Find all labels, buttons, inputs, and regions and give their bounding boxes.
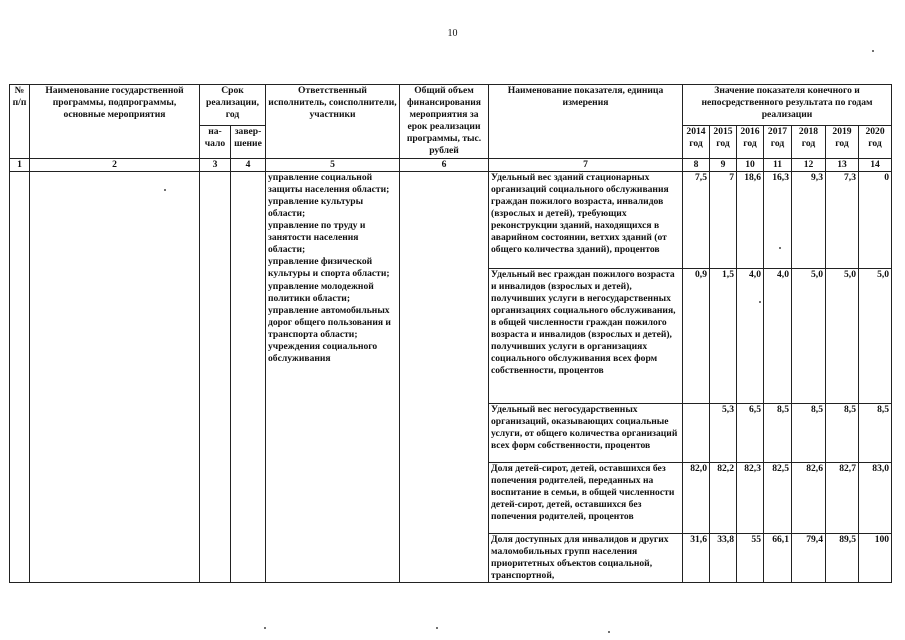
indicator-value: 5,0 [859,268,892,403]
indicator-value: 0 [859,171,892,268]
indicator-name: Доля детей-сирот, детей, оставшихся без попечения родителей, переданных на воспитание в семьи, в общей численности детей-сирот, детей, оставшихся без попечения родителей, процентов [489,462,683,533]
indicator-value: 8,5 [826,403,859,462]
indicator-value: 4,0 [764,268,792,403]
header-year: 2020 год [859,125,892,158]
indicator-value: 82,0 [683,462,710,533]
header-year: 2016 год [737,125,764,158]
empty-cell [10,171,30,582]
column-number: 4 [231,158,266,171]
indicator-value: 82,2 [710,462,737,533]
indicator-value: 8,5 [859,403,892,462]
header-funding: Общий объем финансирования мероприятия за ерок реализации программы, тыс. рублей [400,85,489,159]
empty-cell [231,171,266,582]
header-start-year: на-чало [200,125,231,158]
header-year: 2014 год [683,125,710,158]
scan-speck [759,301,761,303]
scan-speck [264,627,266,629]
indicator-value: 79,4 [792,533,826,582]
indicator-name: Удельный вес граждан пожилого возраста и инвалидов (взрослых и детей), получивших услуги в негосударственных организациях социального обслуживания, в общей численности граждан пожилого возраста и инвалидов (взрослых и детей), получивших услуги в организациях социального обслуживания всех форм собственности, процентов [489,268,683,403]
indicator-name: Доля доступных для инвалидов и других маломобильных групп населения приоритетных объектов социальной, транспортной, [489,533,683,582]
column-number: 13 [826,158,859,171]
indicator-value: 33,8 [710,533,737,582]
column-number: 8 [683,158,710,171]
indicator-value: 5,0 [826,268,859,403]
indicator-value: 7,3 [826,171,859,268]
table-row [10,171,892,268]
indicator-value: 18,6 [737,171,764,268]
indicator-value: 5,0 [792,268,826,403]
column-number: 10 [737,158,764,171]
scan-speck [436,627,438,629]
indicator-value: 82,7 [826,462,859,533]
header-period: Срок реализации, год [200,85,266,126]
indicator-value: 16,3 [764,171,792,268]
header-number: № п/п [10,85,30,159]
column-number: 7 [489,158,683,171]
column-number-row [10,158,892,171]
header-program-name: Наименование государственной программы, подпрограммы, основные мероприятия [30,85,200,159]
indicator-value: 82,5 [764,462,792,533]
indicator-value: 55 [737,533,764,582]
funding-cell [400,171,489,582]
header-year: 2017 год [764,125,792,158]
indicator-value: 1,5 [710,268,737,403]
column-number: 12 [792,158,826,171]
scan-speck [779,247,781,249]
column-number: 5 [266,158,400,171]
page-number: 10 [447,28,458,39]
header-year: 2015 год [710,125,737,158]
indicator-name: Удельный вес негосударственных организаций, оказывающих социальные услуги, от общего количества организаций всех форм собственности, процентов [489,403,683,462]
column-number: 1 [10,158,30,171]
column-number: 9 [710,158,737,171]
indicator-value: 5,3 [710,403,737,462]
responsible-executors: управление социальной защиты населения области; управление культуры области; управление по труду и занятости населения области; управление физической культуры и спорта области; управление молодежной политики области; управление автомобильных дорог общего пользования и транспорта области; учреждения социального обслуживания [266,171,400,582]
indicator-value: 8,5 [764,403,792,462]
scan-speck [164,189,166,191]
scan-speck [608,631,610,633]
indicator-value: 7,5 [683,171,710,268]
indicator-name: Удельный вес зданий стационарных организаций социального обслуживания граждан пожилого возраста, инвалидов (взрослых и детей), требующих реконструкции зданий, находящихся в аварийном состоянии, ветхих зданий (от общего количества зданий), процентов [489,171,683,268]
header-end-year: завер-шение [231,125,266,158]
column-number: 2 [30,158,200,171]
indicator-value: 89,5 [826,533,859,582]
indicator-value: 82,3 [737,462,764,533]
scan-speck [872,50,874,52]
indicator-value: 4,0 [737,268,764,403]
indicator-value [683,403,710,462]
indicator-value: 0,9 [683,268,710,403]
header-indicator: Наименование показателя, единица измерения [489,85,683,159]
header-responsible: Ответственный исполнитель, соисполнители, участники [266,85,400,159]
indicator-value: 7 [710,171,737,268]
indicator-value: 83,0 [859,462,892,533]
header-year: 2019 год [826,125,859,158]
column-number: 14 [859,158,892,171]
header-year: 2018 год [792,125,826,158]
column-number: 11 [764,158,792,171]
indicator-value: 31,6 [683,533,710,582]
indicator-value: 8,5 [792,403,826,462]
indicator-value: 6,5 [737,403,764,462]
indicator-value: 100 [859,533,892,582]
column-number: 3 [200,158,231,171]
indicator-value: 9,3 [792,171,826,268]
indicator-value: 82,6 [792,462,826,533]
program-table [9,84,892,583]
indicator-value: 66,1 [764,533,792,582]
empty-cell [30,171,200,582]
header-indicator-values: Значение показателя конечного и непосредственного результата по годам реализации [683,85,892,126]
empty-cell [200,171,231,582]
column-number: 6 [400,158,489,171]
